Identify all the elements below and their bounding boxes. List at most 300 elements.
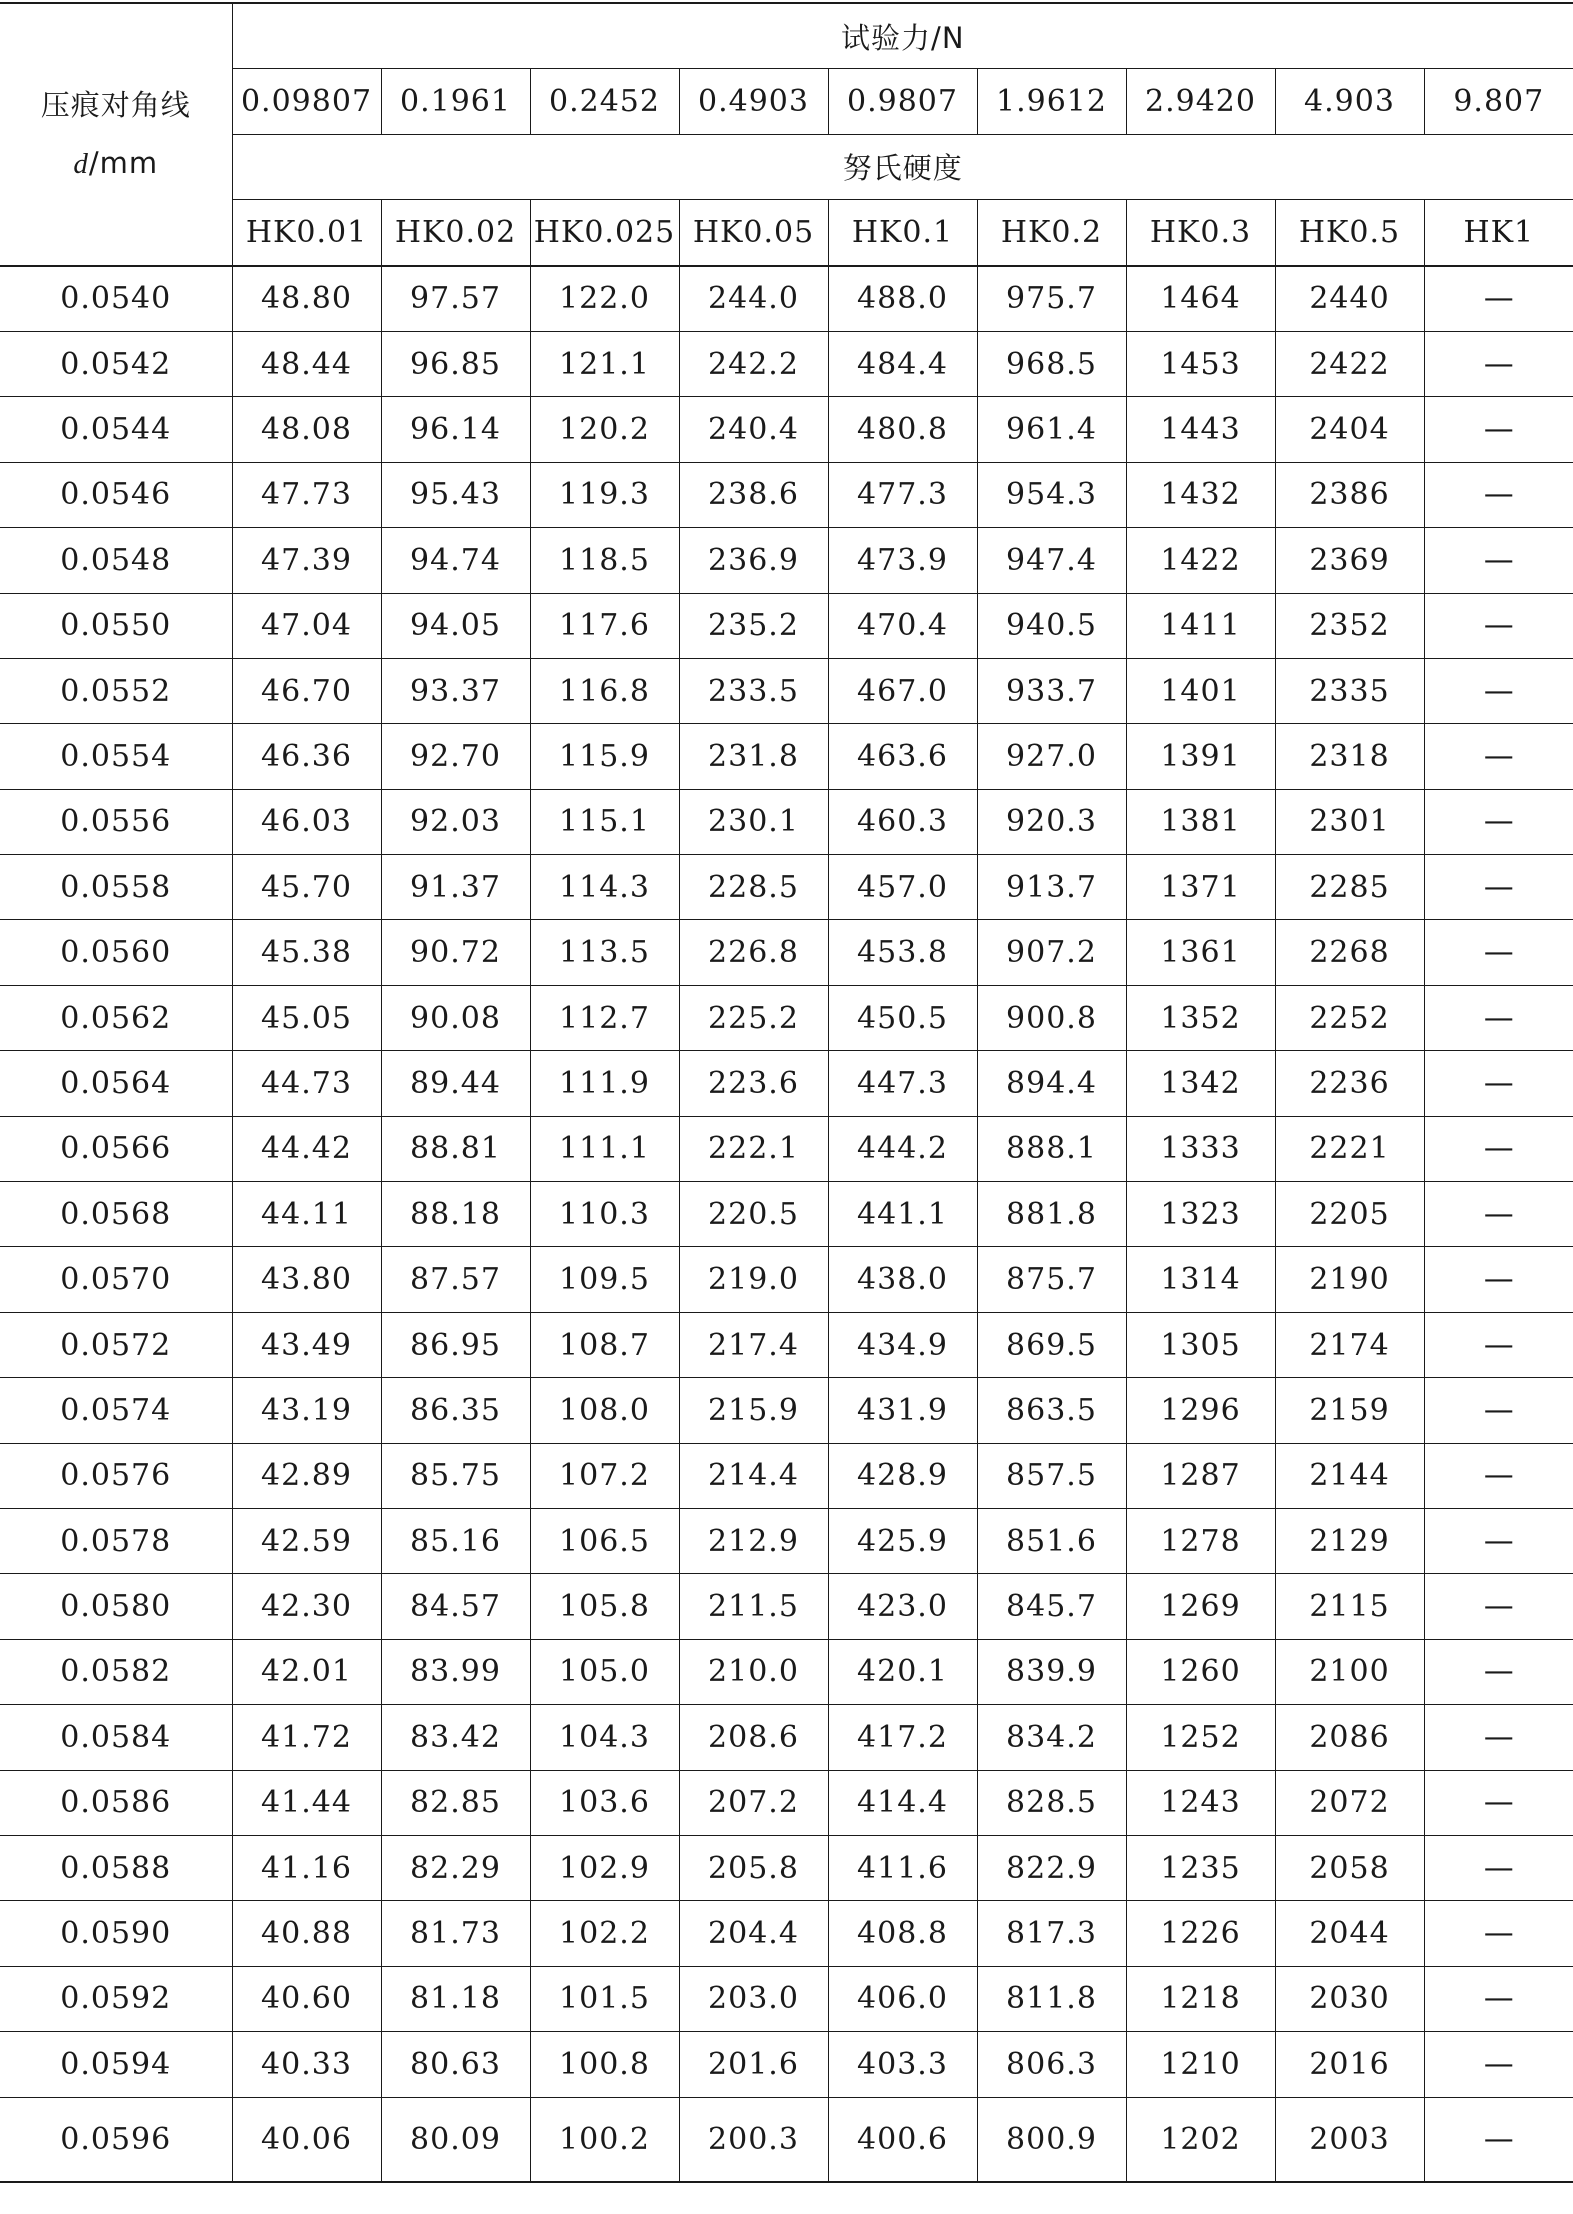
hardness-value-cell: 47.39 xyxy=(232,528,381,593)
hardness-value-cell: 228.5 xyxy=(679,855,828,920)
hardness-value-cell: 438.0 xyxy=(828,1247,977,1312)
diagonal-variable: d xyxy=(73,147,89,180)
hardness-value-cell: 968.5 xyxy=(977,331,1126,396)
hardness-value-cell: 85.75 xyxy=(381,1443,530,1508)
hardness-value-cell: 103.6 xyxy=(530,1770,679,1835)
empty-value-dash: — xyxy=(1424,1639,1573,1704)
hardness-value-cell: 88.18 xyxy=(381,1182,530,1247)
empty-value-dash: — xyxy=(1424,1378,1573,1443)
table-row xyxy=(0,593,1573,658)
empty-value-dash: — xyxy=(1424,789,1573,854)
hardness-value-cell: 48.80 xyxy=(232,266,381,332)
hardness-value-cell: 107.2 xyxy=(530,1443,679,1508)
hardness-value-cell: 2129 xyxy=(1275,1508,1424,1573)
empty-value-dash: — xyxy=(1424,266,1573,332)
hardness-value-cell: 102.2 xyxy=(530,1901,679,1966)
diagonal-value-cell: 0.0590 xyxy=(0,1901,232,1966)
hardness-value-cell: 457.0 xyxy=(828,855,977,920)
hardness-value-cell: 875.7 xyxy=(977,1247,1126,1312)
hardness-value-cell: 207.2 xyxy=(679,1770,828,1835)
empty-value-dash: — xyxy=(1424,397,1573,462)
table-row xyxy=(0,1051,1573,1116)
hardness-value-cell: 87.57 xyxy=(381,1247,530,1312)
hardness-value-cell: 222.1 xyxy=(679,1116,828,1181)
diagonal-value-cell: 0.0556 xyxy=(0,789,232,854)
table-row xyxy=(0,1116,1573,1181)
empty-value-dash: — xyxy=(1424,920,1573,985)
hardness-value-cell: 2058 xyxy=(1275,1835,1424,1900)
table-row xyxy=(0,1378,1573,1443)
test-force-value: 0.1961 xyxy=(381,69,530,134)
hardness-value-cell: 82.29 xyxy=(381,1835,530,1900)
empty-value-dash: — xyxy=(1424,1901,1573,1966)
hardness-value-cell: 89.44 xyxy=(381,1051,530,1116)
hardness-value-cell: 120.2 xyxy=(530,397,679,462)
hardness-value-cell: 233.5 xyxy=(679,658,828,723)
diagonal-value-cell: 0.0574 xyxy=(0,1378,232,1443)
hardness-value-cell: 231.8 xyxy=(679,724,828,789)
hardness-value-cell: 201.6 xyxy=(679,2032,828,2097)
hardness-value-cell: 88.81 xyxy=(381,1116,530,1181)
table-row xyxy=(0,1182,1573,1247)
hardness-value-cell: 2100 xyxy=(1275,1639,1424,1704)
hardness-value-cell: 230.1 xyxy=(679,789,828,854)
hardness-value-cell: 101.5 xyxy=(530,1966,679,2031)
empty-value-dash: — xyxy=(1424,1182,1573,1247)
empty-value-dash: — xyxy=(1424,593,1573,658)
diagonal-value-cell: 0.0542 xyxy=(0,331,232,396)
hardness-value-cell: 100.2 xyxy=(530,2097,679,2182)
hardness-value-cell: 114.3 xyxy=(530,855,679,920)
hardness-value-cell: 86.35 xyxy=(381,1378,530,1443)
empty-value-dash: — xyxy=(1424,2032,1573,2097)
hardness-value-cell: 1381 xyxy=(1126,789,1275,854)
table-row xyxy=(0,266,1573,332)
hardness-value-cell: 473.9 xyxy=(828,528,977,593)
hardness-value-cell: 2335 xyxy=(1275,658,1424,723)
hardness-value-cell: 460.3 xyxy=(828,789,977,854)
hardness-value-cell: 1260 xyxy=(1126,1639,1275,1704)
hardness-value-cell: 845.7 xyxy=(977,1574,1126,1639)
table-row xyxy=(0,1443,1573,1508)
diagonal-value-cell: 0.0584 xyxy=(0,1705,232,1770)
hardness-value-cell: 2301 xyxy=(1275,789,1424,854)
hardness-value-cell: 400.6 xyxy=(828,2097,977,2182)
hardness-value-cell: 817.3 xyxy=(977,1901,1126,1966)
hardness-value-cell: 2386 xyxy=(1275,462,1424,527)
hardness-value-cell: 907.2 xyxy=(977,920,1126,985)
hardness-value-cell: 117.6 xyxy=(530,593,679,658)
diagonal-value-cell: 0.0552 xyxy=(0,658,232,723)
hardness-value-cell: 1453 xyxy=(1126,331,1275,396)
hardness-value-cell: 42.89 xyxy=(232,1443,381,1508)
hardness-value-cell: 2285 xyxy=(1275,855,1424,920)
hardness-value-cell: 45.70 xyxy=(232,855,381,920)
empty-value-dash: — xyxy=(1424,1966,1573,2031)
hardness-scale-label: HK0.02 xyxy=(381,200,530,266)
hardness-value-cell: 940.5 xyxy=(977,593,1126,658)
empty-value-dash: — xyxy=(1424,1508,1573,1573)
hardness-value-cell: 2268 xyxy=(1275,920,1424,985)
empty-value-dash: — xyxy=(1424,1116,1573,1181)
hardness-value-cell: 1278 xyxy=(1126,1508,1275,1573)
hardness-value-cell: 863.5 xyxy=(977,1378,1126,1443)
hardness-value-cell: 920.3 xyxy=(977,789,1126,854)
hardness-value-cell: 94.74 xyxy=(381,528,530,593)
diagonal-value-cell: 0.0554 xyxy=(0,724,232,789)
hardness-value-cell: 961.4 xyxy=(977,397,1126,462)
diagonal-header-unit-line xyxy=(0,134,232,193)
hardness-value-cell: 420.1 xyxy=(828,1639,977,1704)
hardness-value-cell: 1226 xyxy=(1126,1901,1275,1966)
hardness-value-cell: 200.3 xyxy=(679,2097,828,2182)
hardness-value-cell: 40.88 xyxy=(232,1901,381,1966)
hardness-value-cell: 2236 xyxy=(1275,1051,1424,1116)
diagonal-value-cell: 0.0596 xyxy=(0,2097,232,2182)
hardness-value-cell: 82.85 xyxy=(381,1770,530,1835)
hardness-value-cell: 112.7 xyxy=(530,985,679,1050)
hardness-value-cell: 463.6 xyxy=(828,724,977,789)
hardness-value-cell: 444.2 xyxy=(828,1116,977,1181)
hardness-value-cell: 44.11 xyxy=(232,1182,381,1247)
table-header xyxy=(0,3,1573,266)
hardness-value-cell: 83.42 xyxy=(381,1705,530,1770)
hardness-value-cell: 44.73 xyxy=(232,1051,381,1116)
table-row xyxy=(0,397,1573,462)
hardness-value-cell: 822.9 xyxy=(977,1835,1126,1900)
hardness-scale-label: HK0.05 xyxy=(679,200,828,266)
table-row xyxy=(0,920,1573,985)
empty-value-dash: — xyxy=(1424,985,1573,1050)
hardness-value-cell: 2086 xyxy=(1275,1705,1424,1770)
hardness-value-cell: 828.5 xyxy=(977,1770,1126,1835)
hardness-value-cell: 41.16 xyxy=(232,1835,381,1900)
hardness-value-cell: 406.0 xyxy=(828,1966,977,2031)
empty-value-dash: — xyxy=(1424,1574,1573,1639)
hardness-value-cell: 85.16 xyxy=(381,1508,530,1573)
diagonal-value-cell: 0.0564 xyxy=(0,1051,232,1116)
diagonal-value-cell: 0.0582 xyxy=(0,1639,232,1704)
hardness-value-cell: 2072 xyxy=(1275,1770,1424,1835)
table-row xyxy=(0,1901,1573,1966)
hardness-value-cell: 800.9 xyxy=(977,2097,1126,2182)
hardness-value-cell: 100.8 xyxy=(530,2032,679,2097)
hardness-value-cell: 226.8 xyxy=(679,920,828,985)
empty-value-dash: — xyxy=(1424,1247,1573,1312)
test-force-value: 0.4903 xyxy=(679,69,828,134)
hardness-value-cell: 1305 xyxy=(1126,1312,1275,1377)
hardness-value-cell: 41.44 xyxy=(232,1770,381,1835)
hardness-value-cell: 1202 xyxy=(1126,2097,1275,2182)
hardness-value-cell: 113.5 xyxy=(530,920,679,985)
hardness-value-cell: 1323 xyxy=(1126,1182,1275,1247)
hardness-value-cell: 1333 xyxy=(1126,1116,1275,1181)
hardness-value-cell: 105.0 xyxy=(530,1639,679,1704)
diagonal-value-cell: 0.0544 xyxy=(0,397,232,462)
hardness-value-cell: 811.8 xyxy=(977,1966,1126,2031)
hardness-value-cell: 2003 xyxy=(1275,2097,1424,2182)
diagonal-value-cell: 0.0586 xyxy=(0,1770,232,1835)
hardness-scale-label: HK0.01 xyxy=(232,200,381,266)
hardness-value-cell: 47.04 xyxy=(232,593,381,658)
diagonal-header xyxy=(0,3,232,266)
hardness-value-cell: 447.3 xyxy=(828,1051,977,1116)
table-row xyxy=(0,789,1573,854)
hardness-value-cell: 111.9 xyxy=(530,1051,679,1116)
hardness-value-cell: 236.9 xyxy=(679,528,828,593)
hardness-value-cell: 225.2 xyxy=(679,985,828,1050)
diagonal-unit: /mm xyxy=(88,145,159,180)
test-force-value: 0.2452 xyxy=(530,69,679,134)
hardness-value-cell: 116.8 xyxy=(530,658,679,723)
hardness-value-cell: 43.19 xyxy=(232,1378,381,1443)
hardness-value-cell: 47.73 xyxy=(232,462,381,527)
test-force-header: 试验力/N xyxy=(232,3,1573,69)
hardness-value-cell: 888.1 xyxy=(977,1116,1126,1181)
hardness-value-cell: 108.0 xyxy=(530,1378,679,1443)
table-row xyxy=(0,724,1573,789)
diagonal-value-cell: 0.0576 xyxy=(0,1443,232,1508)
hardness-value-cell: 1269 xyxy=(1126,1574,1275,1639)
hardness-value-cell: 851.6 xyxy=(977,1508,1126,1573)
hardness-value-cell: 105.8 xyxy=(530,1574,679,1639)
hardness-value-cell: 208.6 xyxy=(679,1705,828,1770)
hardness-value-cell: 411.6 xyxy=(828,1835,977,1900)
table-row xyxy=(0,2097,1573,2182)
hardness-value-cell: 96.85 xyxy=(381,331,530,396)
hardness-value-cell: 975.7 xyxy=(977,266,1126,332)
hardness-value-cell: 244.0 xyxy=(679,266,828,332)
hardness-value-cell: 2016 xyxy=(1275,2032,1424,2097)
table-row xyxy=(0,1639,1573,1704)
empty-value-dash: — xyxy=(1424,724,1573,789)
hardness-value-cell: 40.60 xyxy=(232,1966,381,2031)
table-row xyxy=(0,462,1573,527)
diagonal-value-cell: 0.0592 xyxy=(0,1966,232,2031)
hardness-value-cell: 414.4 xyxy=(828,1770,977,1835)
diagonal-value-cell: 0.0568 xyxy=(0,1182,232,1247)
table-row xyxy=(0,1508,1573,1573)
hardness-value-cell: 219.0 xyxy=(679,1247,828,1312)
hardness-value-cell: 238.6 xyxy=(679,462,828,527)
hardness-value-cell: 1464 xyxy=(1126,266,1275,332)
test-force-value: 4.903 xyxy=(1275,69,1424,134)
table-row xyxy=(0,1835,1573,1900)
hardness-value-cell: 104.3 xyxy=(530,1705,679,1770)
hardness-value-cell: 417.2 xyxy=(828,1705,977,1770)
diagonal-value-cell: 0.0580 xyxy=(0,1574,232,1639)
hardness-value-cell: 81.73 xyxy=(381,1901,530,1966)
diagonal-value-cell: 0.0572 xyxy=(0,1312,232,1377)
empty-value-dash: — xyxy=(1424,658,1573,723)
hardness-value-cell: 1371 xyxy=(1126,855,1275,920)
table-row xyxy=(0,985,1573,1050)
hardness-value-cell: 92.70 xyxy=(381,724,530,789)
hardness-value-cell: 42.01 xyxy=(232,1639,381,1704)
hardness-value-cell: 95.43 xyxy=(381,462,530,527)
hardness-value-cell: 115.1 xyxy=(530,789,679,854)
hardness-value-cell: 1287 xyxy=(1126,1443,1275,1508)
hardness-value-cell: 102.9 xyxy=(530,1835,679,1900)
hardness-value-cell: 1391 xyxy=(1126,724,1275,789)
hardness-value-cell: 93.37 xyxy=(381,658,530,723)
empty-value-dash: — xyxy=(1424,331,1573,396)
table-row xyxy=(0,2032,1573,2097)
hardness-value-cell: 84.57 xyxy=(381,1574,530,1639)
hardness-value-cell: 46.03 xyxy=(232,789,381,854)
hardness-value-cell: 408.8 xyxy=(828,1901,977,1966)
hardness-value-cell: 2205 xyxy=(1275,1182,1424,1247)
hardness-value-cell: 900.8 xyxy=(977,985,1126,1050)
hardness-value-cell: 220.5 xyxy=(679,1182,828,1247)
hardness-value-cell: 44.42 xyxy=(232,1116,381,1181)
hardness-value-cell: 94.05 xyxy=(381,593,530,658)
hardness-value-cell: 1352 xyxy=(1126,985,1275,1050)
hardness-value-cell: 434.9 xyxy=(828,1312,977,1377)
hardness-value-cell: 484.4 xyxy=(828,331,977,396)
hardness-value-cell: 2159 xyxy=(1275,1378,1424,1443)
hardness-value-cell: 1314 xyxy=(1126,1247,1275,1312)
hardness-value-cell: 2044 xyxy=(1275,1901,1424,1966)
hardness-value-cell: 204.4 xyxy=(679,1901,828,1966)
hardness-value-cell: 212.9 xyxy=(679,1508,828,1573)
hardness-value-cell: 40.06 xyxy=(232,2097,381,2182)
hardness-value-cell: 2352 xyxy=(1275,593,1424,658)
diagonal-value-cell: 0.0588 xyxy=(0,1835,232,1900)
hardness-value-cell: 477.3 xyxy=(828,462,977,527)
hardness-value-cell: 203.0 xyxy=(679,1966,828,2031)
hardness-scale-label: HK0.2 xyxy=(977,200,1126,266)
hardness-value-cell: 90.72 xyxy=(381,920,530,985)
table-row xyxy=(0,528,1573,593)
hardness-value-cell: 42.59 xyxy=(232,1508,381,1573)
hardness-value-cell: 45.38 xyxy=(232,920,381,985)
hardness-value-cell: 97.57 xyxy=(381,266,530,332)
hardness-value-cell: 215.9 xyxy=(679,1378,828,1443)
hardness-value-cell: 834.2 xyxy=(977,1705,1126,1770)
hardness-value-cell: 214.4 xyxy=(679,1443,828,1508)
hardness-value-cell: 86.95 xyxy=(381,1312,530,1377)
hardness-value-cell: 42.30 xyxy=(232,1574,381,1639)
hardness-value-cell: 2252 xyxy=(1275,985,1424,1050)
hardness-value-cell: 954.3 xyxy=(977,462,1126,527)
hardness-value-cell: 242.2 xyxy=(679,331,828,396)
hardness-scale-row xyxy=(0,200,1573,266)
hardness-value-cell: 403.3 xyxy=(828,2032,977,2097)
hardness-value-cell: 1210 xyxy=(1126,2032,1275,2097)
diagonal-value-cell: 0.0560 xyxy=(0,920,232,985)
hardness-value-cell: 441.1 xyxy=(828,1182,977,1247)
table-row xyxy=(0,1770,1573,1835)
empty-value-dash: — xyxy=(1424,1835,1573,1900)
hardness-value-cell: 2318 xyxy=(1275,724,1424,789)
empty-value-dash: — xyxy=(1424,1051,1573,1116)
hardness-value-cell: 118.5 xyxy=(530,528,679,593)
hardness-value-cell: 2422 xyxy=(1275,331,1424,396)
hardness-value-cell: 839.9 xyxy=(977,1639,1126,1704)
test-force-value: 0.09807 xyxy=(232,69,381,134)
hardness-value-cell: 46.36 xyxy=(232,724,381,789)
hardness-value-cell: 2404 xyxy=(1275,397,1424,462)
hardness-value-cell: 240.4 xyxy=(679,397,828,462)
table-body xyxy=(0,266,1573,2182)
table-row xyxy=(0,855,1573,920)
hardness-value-cell: 470.4 xyxy=(828,593,977,658)
hardness-value-cell: 2369 xyxy=(1275,528,1424,593)
hardness-value-cell: 48.08 xyxy=(232,397,381,462)
hardness-value-cell: 96.14 xyxy=(381,397,530,462)
hardness-value-cell: 91.37 xyxy=(381,855,530,920)
diagonal-value-cell: 0.0570 xyxy=(0,1247,232,1312)
hardness-value-cell: 2144 xyxy=(1275,1443,1424,1508)
table-row xyxy=(0,658,1573,723)
hardness-value-cell: 205.8 xyxy=(679,1835,828,1900)
hardness-value-cell: 2221 xyxy=(1275,1116,1424,1181)
diagonal-value-cell: 0.0594 xyxy=(0,2032,232,2097)
hardness-value-cell: 1443 xyxy=(1126,397,1275,462)
hardness-scale-label: HK1 xyxy=(1424,200,1573,266)
hardness-value-cell: 108.7 xyxy=(530,1312,679,1377)
hardness-value-cell: 947.4 xyxy=(977,528,1126,593)
hardness-scale-label: HK0.025 xyxy=(530,200,679,266)
knoop-hardness-header: 努氏硬度 xyxy=(232,134,1573,199)
hardness-value-cell: 41.72 xyxy=(232,1705,381,1770)
hardness-value-cell: 111.1 xyxy=(530,1116,679,1181)
hardness-value-cell: 43.49 xyxy=(232,1312,381,1377)
hardness-value-cell: 2174 xyxy=(1275,1312,1424,1377)
test-force-value: 1.9612 xyxy=(977,69,1126,134)
hardness-value-cell: 1235 xyxy=(1126,1835,1275,1900)
hardness-scale-label: HK0.3 xyxy=(1126,200,1275,266)
hardness-value-cell: 210.0 xyxy=(679,1639,828,1704)
hardness-scale-label: HK0.5 xyxy=(1275,200,1424,266)
hardness-value-cell: 1243 xyxy=(1126,1770,1275,1835)
empty-value-dash: — xyxy=(1424,1443,1573,1508)
empty-value-dash: — xyxy=(1424,462,1573,527)
diagonal-value-cell: 0.0558 xyxy=(0,855,232,920)
hardness-value-cell: 43.80 xyxy=(232,1247,381,1312)
test-force-values-row xyxy=(0,69,1573,134)
table-row xyxy=(0,1966,1573,2031)
hardness-value-cell: 1296 xyxy=(1126,1378,1275,1443)
hardness-value-cell: 121.1 xyxy=(530,331,679,396)
hardness-value-cell: 1411 xyxy=(1126,593,1275,658)
hardness-value-cell: 1342 xyxy=(1126,1051,1275,1116)
knoop-hardness-table xyxy=(0,2,1573,2183)
hardness-value-cell: 45.05 xyxy=(232,985,381,1050)
hardness-value-cell: 881.8 xyxy=(977,1182,1126,1247)
diagonal-value-cell: 0.0540 xyxy=(0,266,232,332)
table-row xyxy=(0,331,1573,396)
hardness-value-cell: 48.44 xyxy=(232,331,381,396)
hardness-value-cell: 806.3 xyxy=(977,2032,1126,2097)
diagonal-value-cell: 0.0578 xyxy=(0,1508,232,1573)
empty-value-dash: — xyxy=(1424,855,1573,920)
hardness-value-cell: 423.0 xyxy=(828,1574,977,1639)
hardness-value-cell: 1422 xyxy=(1126,528,1275,593)
table-row xyxy=(0,1574,1573,1639)
hardness-value-cell: 2440 xyxy=(1275,266,1424,332)
hardness-value-cell: 2115 xyxy=(1275,1574,1424,1639)
hardness-value-cell: 428.9 xyxy=(828,1443,977,1508)
hardness-value-cell: 488.0 xyxy=(828,266,977,332)
hardness-value-cell: 894.4 xyxy=(977,1051,1126,1116)
hardness-value-cell: 235.2 xyxy=(679,593,828,658)
diagonal-header-label: 压痕对角线 xyxy=(40,87,191,122)
hardness-value-cell: 1401 xyxy=(1126,658,1275,723)
hardness-value-cell: 122.0 xyxy=(530,266,679,332)
hardness-value-cell: 913.7 xyxy=(977,855,1126,920)
